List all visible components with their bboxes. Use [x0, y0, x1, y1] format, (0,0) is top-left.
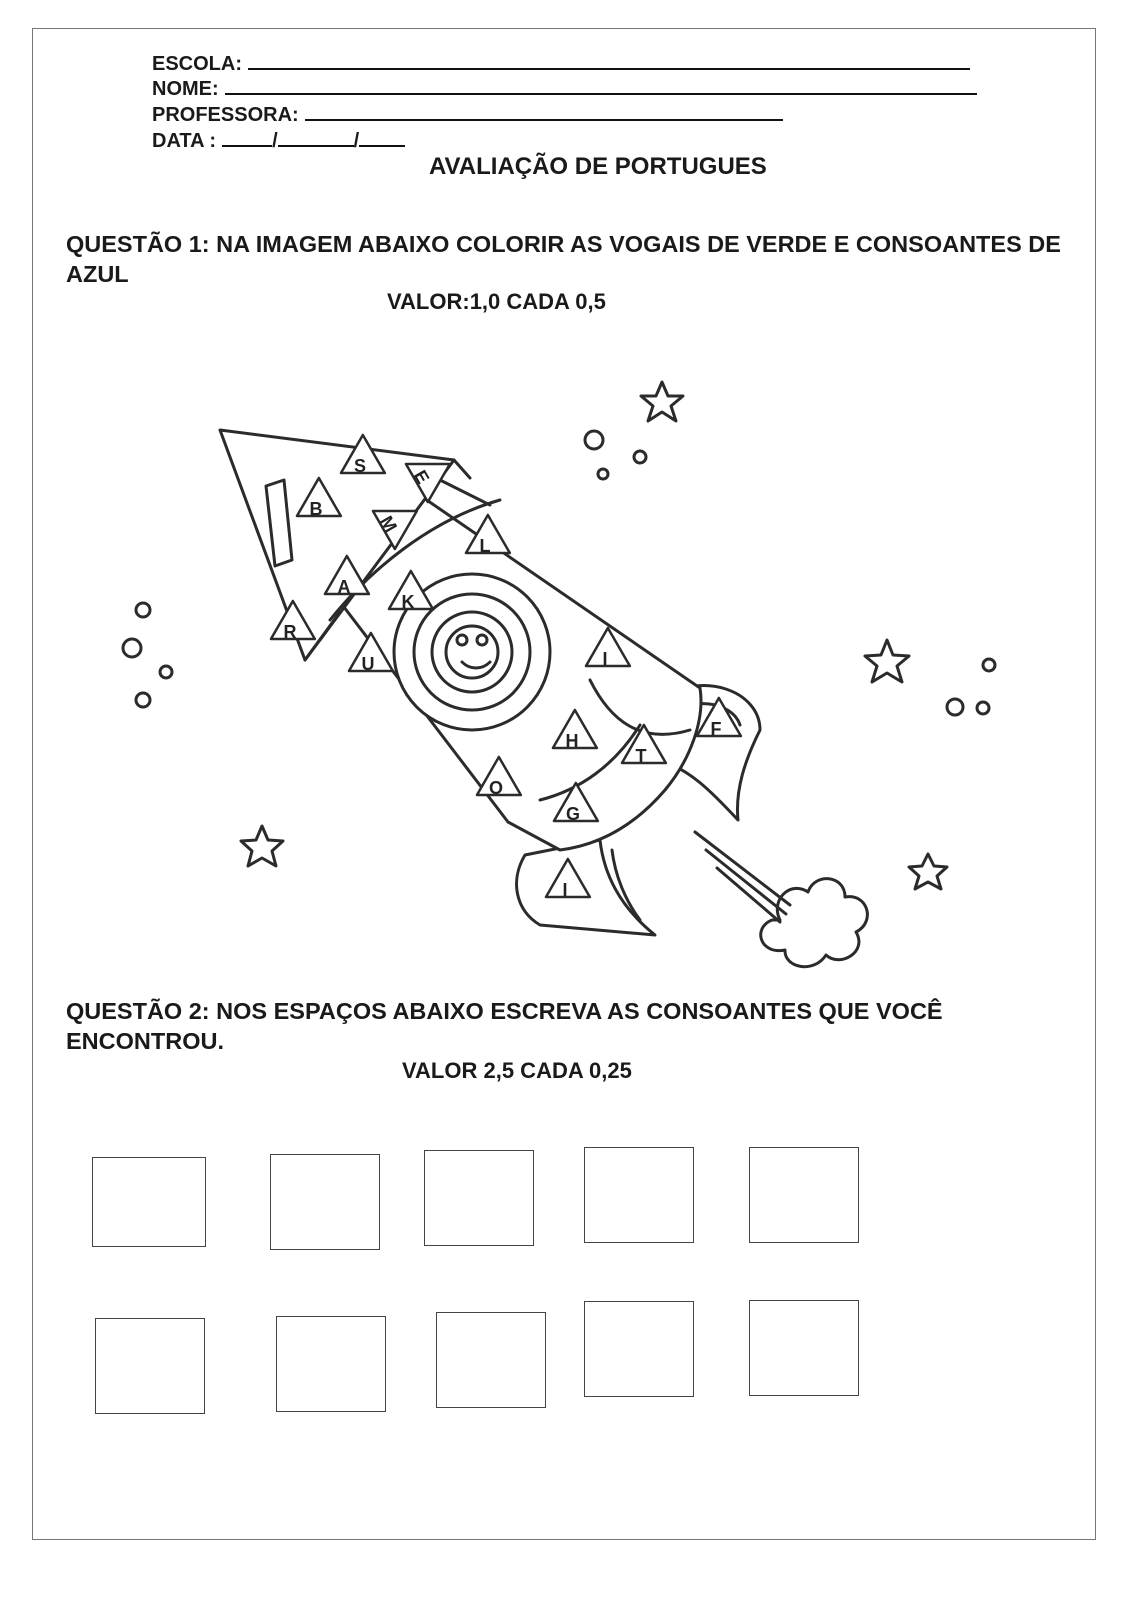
- smoke-cloud-icon: [761, 879, 868, 967]
- star-icon: [241, 826, 283, 866]
- letter-triangle[interactable]: [535, 859, 590, 916]
- rocket-letter: L: [479, 536, 491, 556]
- nome-label: NOME:: [152, 78, 219, 100]
- rocket-letter: S: [353, 456, 367, 476]
- data-separator: /: [272, 130, 278, 152]
- answer-box[interactable]: [270, 1154, 380, 1250]
- question-1-text: QUESTÃO 1: NA IMAGEM ABAIXO COLORIR AS VOGAIS DE VERDE E CONSOANTES DE AZUL: [66, 231, 1061, 287]
- rocket-letter: R: [283, 622, 297, 642]
- star-icon: [865, 640, 909, 682]
- page-title: AVALIAÇÃO DE PORTUGUES: [429, 153, 767, 180]
- bubble-icon: [983, 659, 995, 671]
- answer-box[interactable]: [749, 1147, 859, 1243]
- bubble-icon: [136, 693, 150, 707]
- rocket-letter: F: [710, 719, 722, 739]
- rocket-letter: H: [565, 731, 579, 751]
- escola-label: ESCOLA:: [152, 53, 242, 75]
- bubble-icon: [977, 702, 989, 714]
- rocket-letter: O: [488, 778, 504, 798]
- bubble-icon: [585, 431, 603, 449]
- bubble-icon: [123, 639, 141, 657]
- rocket-letter: K: [401, 592, 415, 612]
- star-icon: [641, 382, 683, 421]
- bubble-icon: [634, 451, 646, 463]
- bubble-icon: [947, 699, 963, 715]
- professora-label: PROFESSORA:: [152, 104, 299, 126]
- question-2-value: VALOR 2,5 CADA 0,25: [402, 1058, 632, 1083]
- question-1-value: VALOR:1,0 CADA 0,5: [387, 289, 606, 314]
- data-separator: /: [353, 130, 360, 152]
- answer-box[interactable]: [436, 1312, 546, 1408]
- answer-box[interactable]: [95, 1318, 205, 1414]
- answer-box[interactable]: [749, 1300, 859, 1396]
- rocket-letter: A: [337, 577, 351, 597]
- answer-box[interactable]: [584, 1301, 694, 1397]
- rocket-letter: E: [409, 466, 434, 488]
- rocket-letter: I: [602, 649, 608, 669]
- rocket-letter: B: [309, 499, 323, 519]
- rocket-letter: M: [376, 512, 401, 536]
- answer-box[interactable]: [276, 1316, 386, 1412]
- answer-box[interactable]: [584, 1147, 694, 1243]
- bubble-icon: [160, 666, 172, 678]
- answer-box[interactable]: [92, 1157, 206, 1247]
- rocket-letter: G: [565, 804, 581, 824]
- rocket-letter: T: [635, 746, 647, 766]
- rocket-letter: U: [361, 654, 375, 674]
- data-label: DATA :: [152, 130, 217, 152]
- bubble-icon: [136, 603, 150, 617]
- bubble-icon: [598, 469, 608, 479]
- question-2-text: QUESTÃO 2: NOS ESPAÇOS ABAIXO ESCREVA AS CONSOANTES QUE VOCÊ ENCONTROU.: [66, 998, 943, 1054]
- rocket-letter: I: [562, 880, 568, 900]
- star-icon: [909, 854, 947, 889]
- answer-box[interactable]: [424, 1150, 534, 1246]
